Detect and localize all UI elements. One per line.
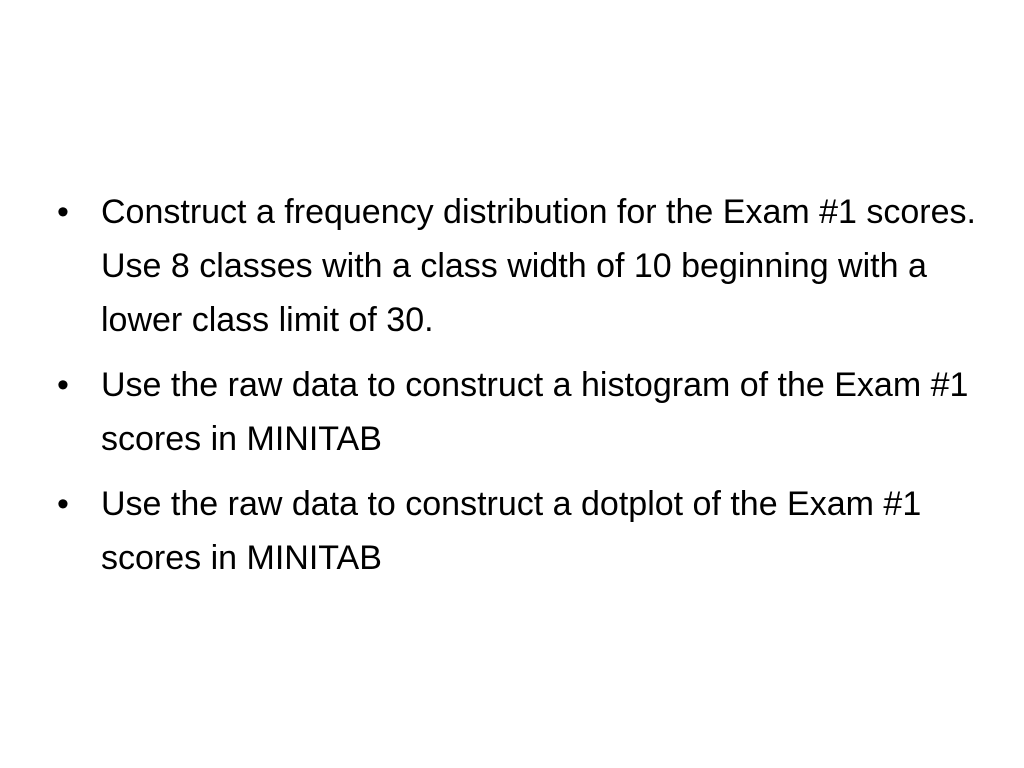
bullet-dot-icon: •: [57, 366, 69, 404]
bullet-text: Construct a frequency distribution for the Exam #1 scores. Use 8 classes with a class width of 10 beginning with a lower class limit of 30.: [101, 193, 995, 339]
bullet-text: Use the raw data to construct a histogram of the Exam #1 scores in MINITAB: [101, 366, 969, 458]
bullet-text: Use the raw data to construct a dotplot of the Exam #1 scores in MINITAB: [101, 485, 922, 577]
bullet-item: [55, 477, 985, 585]
bullet-list: [55, 185, 995, 596]
bullet-dot-icon: •: [57, 485, 69, 523]
bullet-dot-icon: •: [57, 193, 69, 231]
bullet-item: [55, 358, 985, 466]
bullet-item: [55, 185, 995, 347]
